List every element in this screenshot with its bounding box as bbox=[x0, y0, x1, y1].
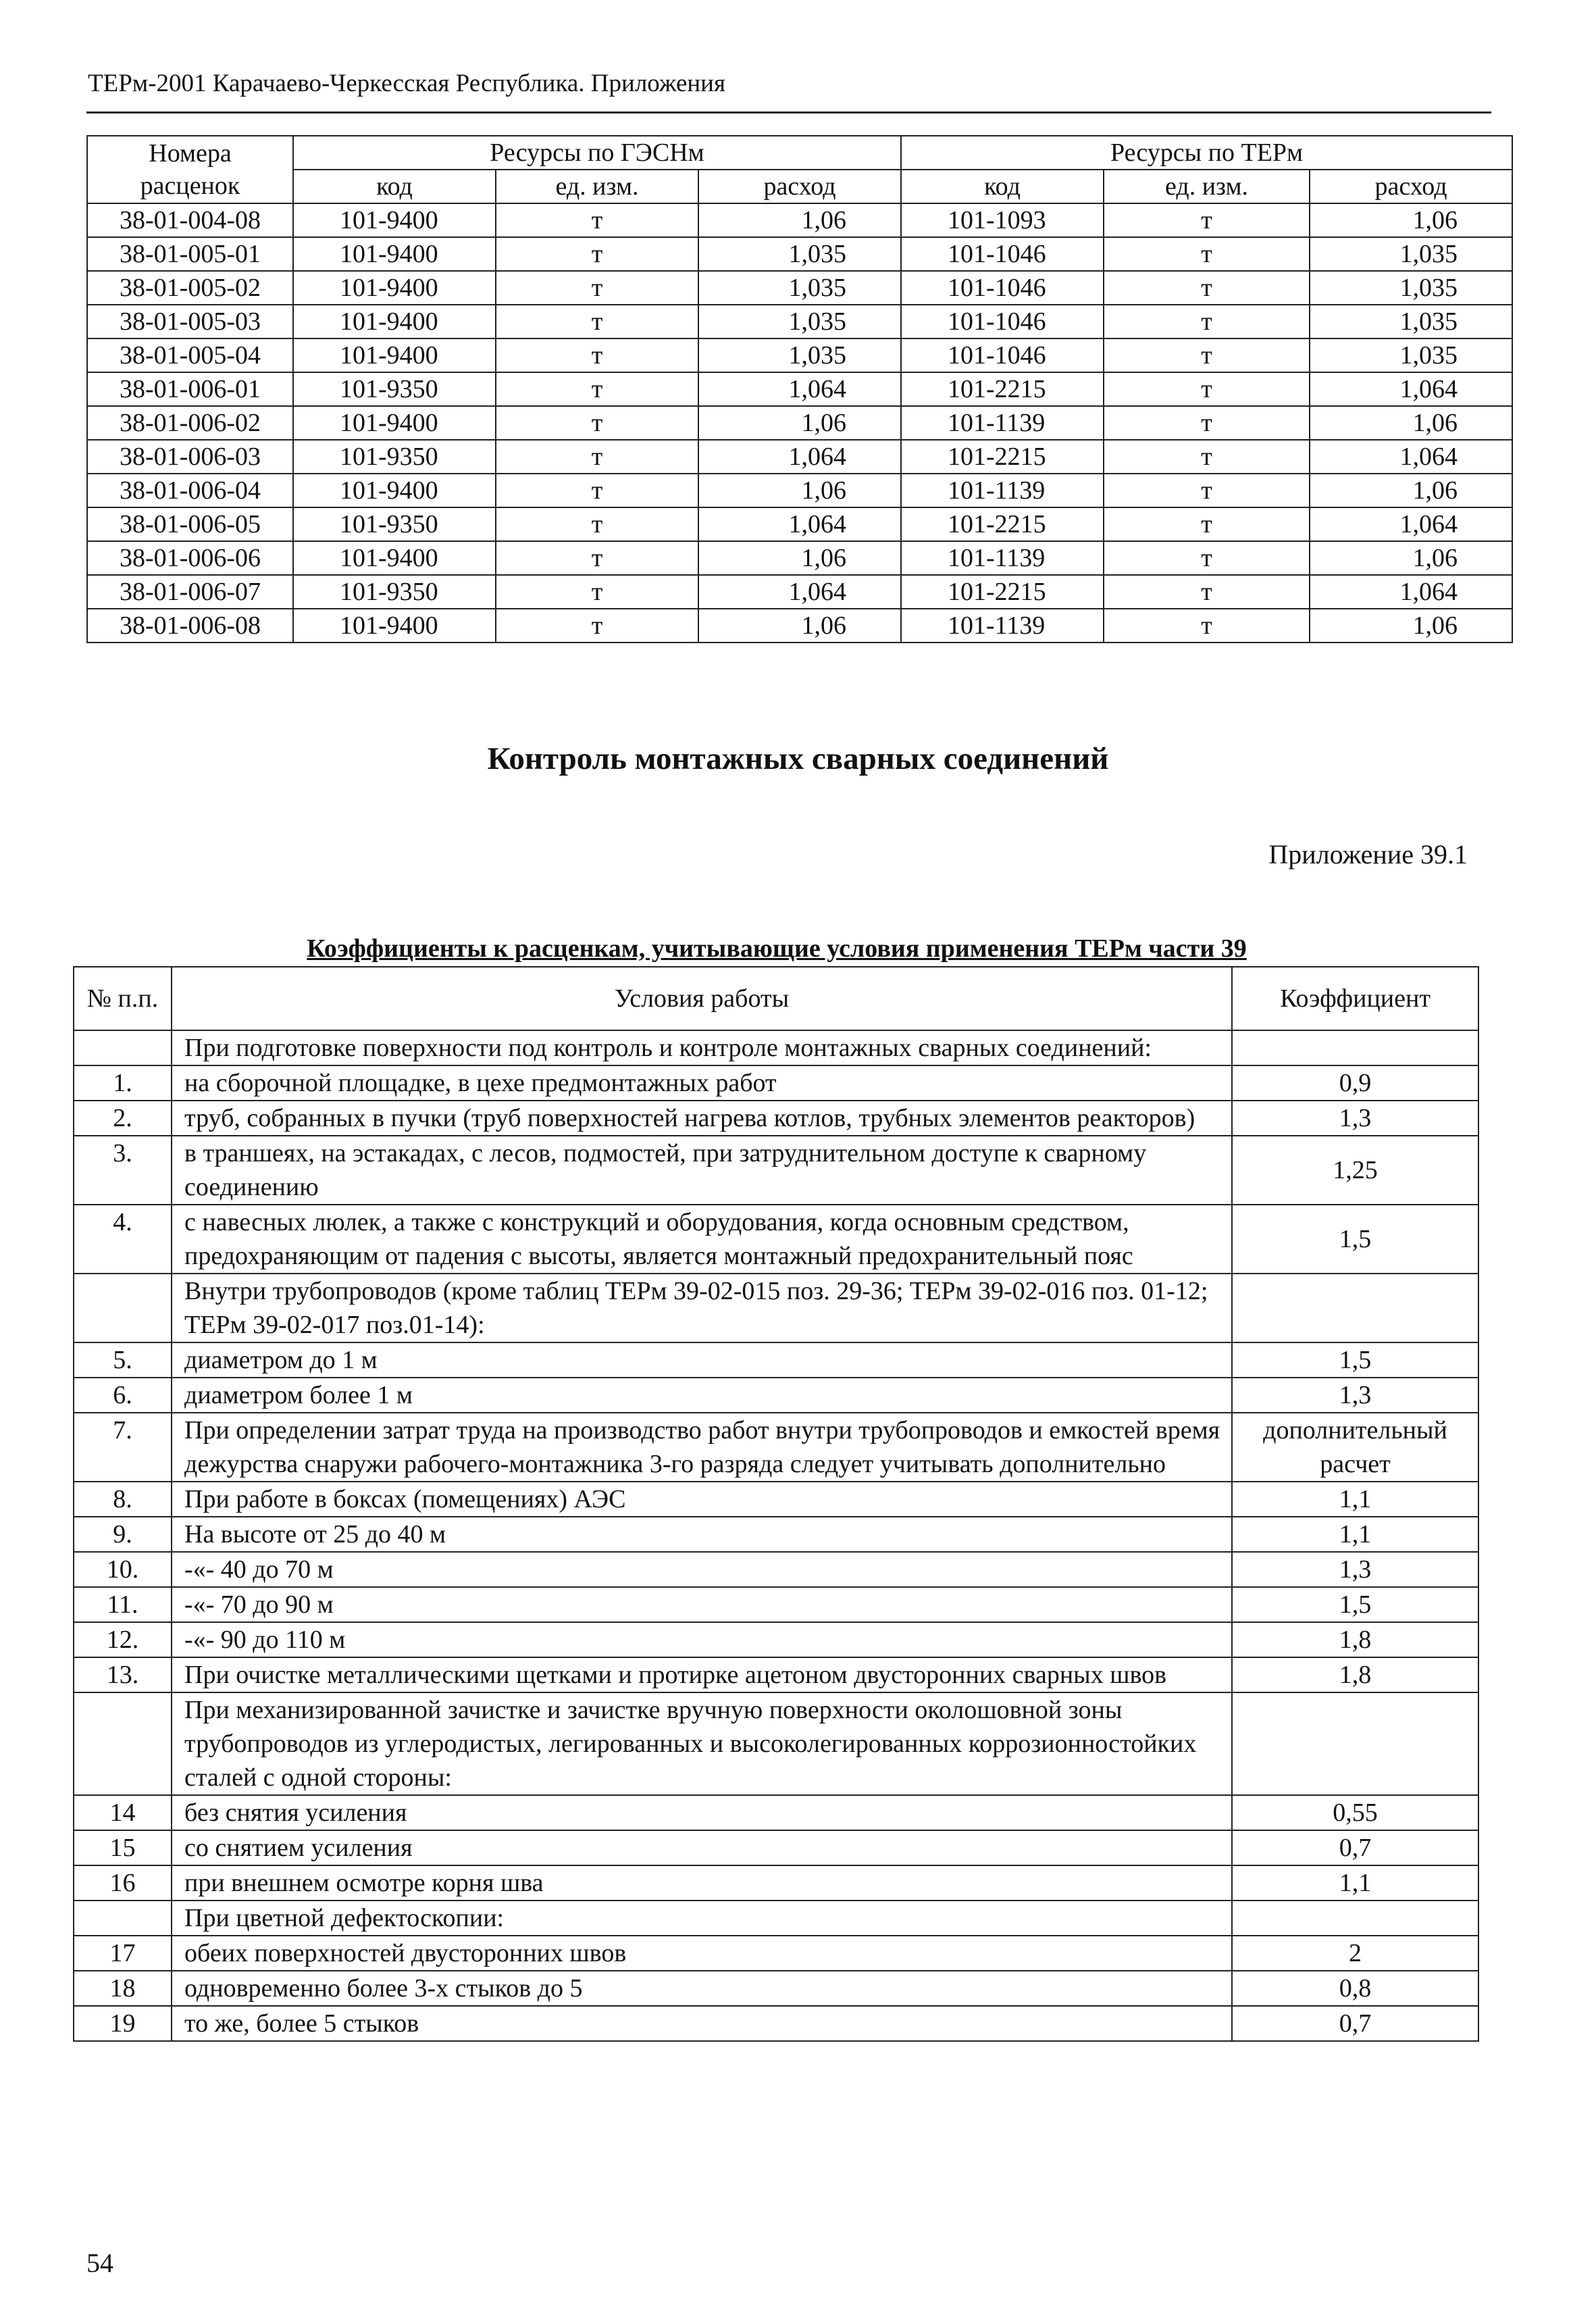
work-condition-cell: без снятия усиления bbox=[172, 1795, 1232, 1830]
rate-number-cell: 38-01-006-08 bbox=[87, 609, 293, 643]
table-row bbox=[74, 1378, 1478, 1413]
coefficient-cell bbox=[1232, 1274, 1478, 1342]
ter-code-cell: 101-1046 bbox=[901, 305, 1104, 338]
table-row bbox=[87, 507, 1512, 541]
header-ter-resources: Ресурсы по ТЕРм bbox=[901, 136, 1512, 170]
coefficient-cell: 1,25 bbox=[1232, 1136, 1478, 1205]
resources-table-body bbox=[87, 203, 1512, 643]
work-condition-cell: -«- 90 до 110 м bbox=[172, 1622, 1232, 1657]
header-ter-rate: расход bbox=[1310, 170, 1512, 203]
row-number-cell: 17 bbox=[74, 1936, 172, 1971]
table-row bbox=[74, 1342, 1478, 1378]
coefficient-cell: 1,3 bbox=[1232, 1552, 1478, 1587]
work-condition-cell: диаметром до 1 м bbox=[172, 1342, 1232, 1378]
table-row bbox=[74, 1692, 1478, 1795]
rate-number-cell: 38-01-006-03 bbox=[87, 440, 293, 474]
gesn-unit-cell: т bbox=[496, 237, 698, 271]
coefficient-cell: 1,3 bbox=[1232, 1378, 1478, 1413]
row-number-cell: 18 bbox=[74, 1971, 172, 2006]
gesn-unit-cell: т bbox=[496, 575, 698, 609]
coefficient-cell: 0,9 bbox=[1232, 1065, 1478, 1101]
gesn-rate-cell: 1,06 bbox=[698, 609, 901, 643]
table-row bbox=[87, 474, 1512, 507]
ter-code-cell: 101-1139 bbox=[901, 406, 1104, 440]
gesn-code-cell: 101-9400 bbox=[293, 541, 496, 575]
coefficient-cell: 1,8 bbox=[1232, 1657, 1478, 1692]
row-number-cell: 2. bbox=[74, 1101, 172, 1136]
gesn-code-cell: 101-9400 bbox=[293, 474, 496, 507]
table-row bbox=[74, 1136, 1478, 1205]
gesn-rate-cell: 1,064 bbox=[698, 440, 901, 474]
header-ter-unit: ед. изм. bbox=[1104, 170, 1310, 203]
table-row bbox=[74, 1936, 1478, 1971]
table-row bbox=[87, 372, 1512, 406]
work-condition-cell: При очистке металлическими щетками и протирке ацетоном двусторонних сварных швов bbox=[172, 1657, 1232, 1692]
gesn-code-cell: 101-9400 bbox=[293, 406, 496, 440]
rate-number-cell: 38-01-006-04 bbox=[87, 474, 293, 507]
ter-rate-cell: 1,06 bbox=[1310, 609, 1512, 643]
ter-unit-cell: т bbox=[1104, 271, 1310, 305]
ter-code-cell: 101-2215 bbox=[901, 575, 1104, 609]
coefficient-cell: 0,7 bbox=[1232, 2006, 1478, 2041]
work-condition-cell: -«- 70 до 90 м bbox=[172, 1587, 1232, 1622]
gesn-code-cell: 101-9400 bbox=[293, 203, 496, 237]
row-number-cell: 19 bbox=[74, 2006, 172, 2041]
ter-code-cell: 101-1046 bbox=[901, 237, 1104, 271]
gesn-rate-cell: 1,035 bbox=[698, 305, 901, 338]
row-number-cell: 7. bbox=[74, 1413, 172, 1482]
table-row bbox=[87, 440, 1512, 474]
row-number-cell: 16 bbox=[74, 1865, 172, 1901]
gesn-unit-cell: т bbox=[496, 271, 698, 305]
row-number-cell: 8. bbox=[74, 1482, 172, 1517]
rate-number-cell: 38-01-004-08 bbox=[87, 203, 293, 237]
gesn-rate-cell: 1,06 bbox=[698, 203, 901, 237]
row-number-cell: 15 bbox=[74, 1830, 172, 1865]
work-condition-cell: со снятием усиления bbox=[172, 1830, 1232, 1865]
ter-code-cell: 101-1046 bbox=[901, 338, 1104, 372]
coefficient-cell: 1,8 bbox=[1232, 1622, 1478, 1657]
table-row bbox=[74, 1622, 1478, 1657]
table-row bbox=[87, 541, 1512, 575]
rate-number-cell: 38-01-006-05 bbox=[87, 507, 293, 541]
coefficients-table-caption: Коэффициенты к расценкам, учитывающие условия применения ТЕРм части 39 bbox=[307, 934, 1247, 963]
row-number-cell bbox=[74, 1901, 172, 1936]
work-condition-cell: При цветной дефектоскопии: bbox=[172, 1901, 1232, 1936]
header-gesn-code: код bbox=[293, 170, 496, 203]
gesn-unit-cell: т bbox=[496, 406, 698, 440]
table-row bbox=[87, 609, 1512, 643]
table-row bbox=[74, 1482, 1478, 1517]
rate-number-cell: 38-01-006-01 bbox=[87, 372, 293, 406]
table-row bbox=[74, 1274, 1478, 1342]
gesn-rate-cell: 1,035 bbox=[698, 271, 901, 305]
ter-unit-cell: т bbox=[1104, 305, 1310, 338]
row-number-cell: 10. bbox=[74, 1552, 172, 1587]
rate-number-cell: 38-01-005-02 bbox=[87, 271, 293, 305]
ter-rate-cell: 1,035 bbox=[1310, 237, 1512, 271]
ter-rate-cell: 1,064 bbox=[1310, 575, 1512, 609]
work-condition-cell: одновременно более 3-х стыков до 5 bbox=[172, 1971, 1232, 2006]
gesn-rate-cell: 1,064 bbox=[698, 575, 901, 609]
gesn-rate-cell: 1,064 bbox=[698, 507, 901, 541]
row-number-cell: 5. bbox=[74, 1342, 172, 1378]
header-ter-code: код bbox=[901, 170, 1104, 203]
gesn-unit-cell: т bbox=[496, 541, 698, 575]
work-condition-cell: При подготовке поверхности под контроль и контроле монтажных сварных соединений: bbox=[172, 1030, 1232, 1065]
gesn-code-cell: 101-9350 bbox=[293, 575, 496, 609]
ter-rate-cell: 1,035 bbox=[1310, 271, 1512, 305]
ter-rate-cell: 1,06 bbox=[1310, 474, 1512, 507]
work-condition-cell: при внешнем осмотре корня шва bbox=[172, 1865, 1232, 1901]
ter-code-cell: 101-2215 bbox=[901, 507, 1104, 541]
coefficients-table bbox=[73, 966, 1479, 2042]
ter-code-cell: 101-1139 bbox=[901, 541, 1104, 575]
coefficient-cell: 1,1 bbox=[1232, 1482, 1478, 1517]
header-gesn-unit: ед. изм. bbox=[496, 170, 698, 203]
header-coefficient: Коэффициент bbox=[1232, 967, 1478, 1030]
row-number-cell: 12. bbox=[74, 1622, 172, 1657]
row-number-cell: 1. bbox=[74, 1065, 172, 1101]
header-row-number: № п.п. bbox=[74, 967, 172, 1030]
gesn-code-cell: 101-9350 bbox=[293, 372, 496, 406]
ter-rate-cell: 1,035 bbox=[1310, 338, 1512, 372]
table-row bbox=[74, 1971, 1478, 2006]
header-gesn-rate: расход bbox=[698, 170, 901, 203]
rate-number-cell: 38-01-006-07 bbox=[87, 575, 293, 609]
row-number-cell bbox=[74, 1274, 172, 1342]
work-condition-cell: На высоте от 25 до 40 м bbox=[172, 1517, 1232, 1552]
gesn-code-cell: 101-9400 bbox=[293, 237, 496, 271]
work-condition-cell: При работе в боксах (помещениях) АЭС bbox=[172, 1482, 1232, 1517]
row-number-cell: 6. bbox=[74, 1378, 172, 1413]
row-number-cell: 3. bbox=[74, 1136, 172, 1205]
work-condition-cell: Внутри трубопроводов (кроме таблиц ТЕРм 39-02-015 поз. 29-36; ТЕРм 39-02-016 поз. 01-12; ТЕРм 39-02-017 поз.01-14): bbox=[172, 1274, 1232, 1342]
header-rate-numbers: Номера расценок bbox=[87, 136, 293, 203]
gesn-rate-cell: 1,035 bbox=[698, 237, 901, 271]
table-row bbox=[87, 237, 1512, 271]
work-condition-cell: диаметром более 1 м bbox=[172, 1378, 1232, 1413]
gesn-rate-cell: 1,06 bbox=[698, 474, 901, 507]
work-condition-cell: на сборочной площадке, в цехе предмонтажных работ bbox=[172, 1065, 1232, 1101]
gesn-unit-cell: т bbox=[496, 507, 698, 541]
ter-unit-cell: т bbox=[1104, 440, 1310, 474]
work-condition-cell: обеих поверхностей двусторонних швов bbox=[172, 1936, 1232, 1971]
table-row bbox=[87, 406, 1512, 440]
ter-unit-cell: т bbox=[1104, 541, 1310, 575]
table-row bbox=[74, 1830, 1478, 1865]
section-title: Контроль монтажных сварных соединений bbox=[487, 741, 1109, 776]
table-row bbox=[74, 1413, 1478, 1482]
coefficient-cell: 0,7 bbox=[1232, 1830, 1478, 1865]
ter-unit-cell: т bbox=[1104, 507, 1310, 541]
table-row bbox=[74, 1587, 1478, 1622]
coefficient-cell: 1,1 bbox=[1232, 1865, 1478, 1901]
ter-rate-cell: 1,035 bbox=[1310, 305, 1512, 338]
gesn-rate-cell: 1,06 bbox=[698, 541, 901, 575]
work-condition-cell: труб, собранных в пучки (труб поверхностей нагрева котлов, трубных элементов реакторов) bbox=[172, 1101, 1232, 1136]
work-condition-cell: При определении затрат труда на производство работ внутри трубопроводов и емкостей время дежурства снаружи рабочего-монтажника 3-го разряда следует учитывать дополнительно bbox=[172, 1413, 1232, 1482]
rate-number-cell: 38-01-006-02 bbox=[87, 406, 293, 440]
ter-code-cell: 101-2215 bbox=[901, 372, 1104, 406]
gesn-code-cell: 101-9350 bbox=[293, 440, 496, 474]
row-number-cell: 4. bbox=[74, 1205, 172, 1274]
ter-rate-cell: 1,06 bbox=[1310, 406, 1512, 440]
gesn-unit-cell: т bbox=[496, 338, 698, 372]
ter-code-cell: 101-1139 bbox=[901, 609, 1104, 643]
gesn-rate-cell: 1,064 bbox=[698, 372, 901, 406]
table-row bbox=[74, 1657, 1478, 1692]
rate-number-cell: 38-01-005-04 bbox=[87, 338, 293, 372]
coefficient-cell: 1,5 bbox=[1232, 1342, 1478, 1378]
gesn-code-cell: 101-9350 bbox=[293, 507, 496, 541]
ter-unit-cell: т bbox=[1104, 575, 1310, 609]
table-row bbox=[87, 203, 1512, 237]
ter-unit-cell: т bbox=[1104, 338, 1310, 372]
ter-unit-cell: т bbox=[1104, 474, 1310, 507]
appendix-label: Приложение 39.1 bbox=[1268, 839, 1468, 870]
table-row bbox=[74, 1795, 1478, 1830]
work-condition-cell: При механизированной зачистке и зачистке вручную поверхности околошовной зоны трубопроводов из углеродистых, легированных и высоколегированных коррозионностойких сталей с одной стороны: bbox=[172, 1692, 1232, 1795]
work-condition-cell: в траншеях, на эстакадах, с лесов, подмостей, при затруднительном доступе к сварному соединению bbox=[172, 1136, 1232, 1205]
table-row bbox=[87, 338, 1512, 372]
coefficient-cell: 2 bbox=[1232, 1936, 1478, 1971]
gesn-unit-cell: т bbox=[496, 474, 698, 507]
row-number-cell bbox=[74, 1030, 172, 1065]
ter-unit-cell: т bbox=[1104, 237, 1310, 271]
row-number-cell: 11. bbox=[74, 1587, 172, 1622]
ter-rate-cell: 1,064 bbox=[1310, 440, 1512, 474]
coefficients-table-body bbox=[74, 1030, 1478, 2041]
work-condition-cell: с навесных люлек, а также с конструкций и оборудования, когда основным средством, предохраняющим от падения с высоты, является монтажный предохранительный пояс bbox=[172, 1205, 1232, 1274]
gesn-code-cell: 101-9400 bbox=[293, 609, 496, 643]
header-rule bbox=[86, 111, 1491, 114]
gesn-code-cell: 101-9400 bbox=[293, 305, 496, 338]
page-header: ТЕРм-2001 Карачаево-Черкесская Республика. Приложения bbox=[88, 70, 725, 97]
ter-code-cell: 101-1139 bbox=[901, 474, 1104, 507]
ter-code-cell: 101-1093 bbox=[901, 203, 1104, 237]
gesn-unit-cell: т bbox=[496, 203, 698, 237]
row-number-cell: 9. bbox=[74, 1517, 172, 1552]
coefficient-cell: дополнительный расчет bbox=[1232, 1413, 1478, 1482]
coefficient-cell: 1,3 bbox=[1232, 1101, 1478, 1136]
work-condition-cell: то же, более 5 стыков bbox=[172, 2006, 1232, 2041]
page-number: 54 bbox=[86, 2248, 113, 2278]
row-number-cell: 13. bbox=[74, 1657, 172, 1692]
row-number-cell bbox=[74, 1692, 172, 1795]
table-row bbox=[74, 1552, 1478, 1587]
table-row bbox=[87, 575, 1512, 609]
table-row bbox=[74, 1901, 1478, 1936]
ter-rate-cell: 1,06 bbox=[1310, 203, 1512, 237]
ter-unit-cell: т bbox=[1104, 406, 1310, 440]
coefficient-cell: 0,55 bbox=[1232, 1795, 1478, 1830]
ter-rate-cell: 1,064 bbox=[1310, 372, 1512, 406]
ter-unit-cell: т bbox=[1104, 372, 1310, 406]
header-work-conditions: Условия работы bbox=[172, 967, 1232, 1030]
resources-table bbox=[86, 135, 1513, 643]
coefficient-cell: 1,5 bbox=[1232, 1587, 1478, 1622]
coefficient-cell: 0,8 bbox=[1232, 1971, 1478, 2006]
gesn-unit-cell: т bbox=[496, 609, 698, 643]
table-row bbox=[87, 271, 1512, 305]
coefficient-cell bbox=[1232, 1030, 1478, 1065]
coefficient-cell bbox=[1232, 1692, 1478, 1795]
gesn-rate-cell: 1,035 bbox=[698, 338, 901, 372]
ter-rate-cell: 1,06 bbox=[1310, 541, 1512, 575]
table-row bbox=[74, 1065, 1478, 1101]
gesn-unit-cell: т bbox=[496, 305, 698, 338]
row-number-cell: 14 bbox=[74, 1795, 172, 1830]
table-row bbox=[74, 1205, 1478, 1274]
rate-number-cell: 38-01-005-01 bbox=[87, 237, 293, 271]
table-row bbox=[87, 305, 1512, 338]
table-row bbox=[74, 1517, 1478, 1552]
table-row bbox=[74, 1865, 1478, 1901]
coefficient-cell bbox=[1232, 1901, 1478, 1936]
table-row bbox=[74, 1101, 1478, 1136]
ter-code-cell: 101-2215 bbox=[901, 440, 1104, 474]
ter-code-cell: 101-1046 bbox=[901, 271, 1104, 305]
ter-unit-cell: т bbox=[1104, 609, 1310, 643]
gesn-unit-cell: т bbox=[496, 372, 698, 406]
header-gesn-resources: Ресурсы по ГЭСНм bbox=[293, 136, 901, 170]
table-row bbox=[74, 1030, 1478, 1065]
gesn-unit-cell: т bbox=[496, 440, 698, 474]
rate-number-cell: 38-01-006-06 bbox=[87, 541, 293, 575]
ter-unit-cell: т bbox=[1104, 203, 1310, 237]
gesn-code-cell: 101-9400 bbox=[293, 271, 496, 305]
ter-rate-cell: 1,064 bbox=[1310, 507, 1512, 541]
table-row bbox=[74, 2006, 1478, 2041]
coefficient-cell: 1,1 bbox=[1232, 1517, 1478, 1552]
coefficient-cell: 1,5 bbox=[1232, 1205, 1478, 1274]
gesn-rate-cell: 1,06 bbox=[698, 406, 901, 440]
gesn-code-cell: 101-9400 bbox=[293, 338, 496, 372]
work-condition-cell: -«- 40 до 70 м bbox=[172, 1552, 1232, 1587]
rate-number-cell: 38-01-005-03 bbox=[87, 305, 293, 338]
